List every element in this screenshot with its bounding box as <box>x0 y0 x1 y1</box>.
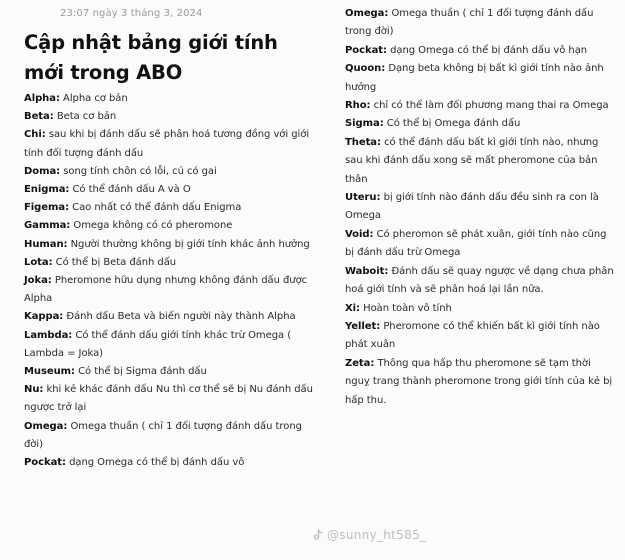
entry-enigma: Enigma: Có thể đánh dấu A và O <box>24 184 191 196</box>
entry-museum: Museum: Có thể bị Sigma đánh dấu <box>24 366 207 378</box>
entry-waboit: Waboit: Đánh dấu sẽ quay ngược về dạng chưa phân hoá giới tính và sẽ phân hoá lại lần nữa. <box>345 265 614 296</box>
entry-figema: Figema: Cao nhất có thể đánh dấu Enigma <box>24 202 242 214</box>
entry-xi: Xi: Hoàn toàn vô tính <box>345 302 452 314</box>
entry-yellet: Yellet: Pheromone có thể khiến bất kì giới tính nào phát xuân <box>345 320 600 351</box>
page-title: Cập nhật bảng giới tính mới trong ABO <box>24 31 278 84</box>
entry-doma: Doma: song tính chôn có lỗi, cú có gai <box>24 165 217 177</box>
entry-void: Void: Có pheromon sẽ phát xuân, giới tính nào cũng bị đánh dấu trừ Omega <box>345 228 607 259</box>
entry-pockat: Pockat: dạng Omega có thể bị đánh dấu vô hạn <box>345 44 588 56</box>
entry-omega: Omega: Omega thuần ( chỉ 1 đối tượng đánh dấu trong đời) <box>24 420 302 450</box>
entry-lota: Lota: Có thể bị Beta đánh dấu <box>24 256 177 268</box>
entry-uteru: Uteru: bị giới tính nào đánh dấu đều sinh ra con là Omega <box>345 192 599 222</box>
entry-gamma: Gamma: Omega không có có pheromone <box>24 220 233 232</box>
entry-kappa: Kappa: Đánh dấu Beta và biến người này thành Alpha <box>24 311 296 323</box>
entry-beta: Beta: Beta cơ bản <box>24 111 117 123</box>
entry-chi: Chi: sau khi bị đánh dấu sẽ phân hoá tương đồng với giới tính đối tượng đánh dấu <box>24 129 310 159</box>
tiktok-icon <box>312 529 324 541</box>
entry-omega: Omega: Omega thuần ( chỉ 1 đối tượng đánh dấu trong đời) <box>345 8 594 38</box>
entry-pockat: Pockat: dạng Omega có thể bị đánh dấu vô <box>24 457 245 469</box>
entry-theta: Theta: có thể đánh dấu bất kì giới tính nào, nhưng sau khi đánh dấu xong sẽ mất pheromone của bản thân <box>345 136 599 185</box>
entry-zeta: Zeta: Thông qua hấp thu pheromone sẽ tạm thời nguỵ trang thành pheromone trong giới tính của kẻ bị hấp thu. <box>345 357 613 406</box>
right-entry-list <box>345 5 617 410</box>
left-column <box>24 0 320 560</box>
entry-human: Human: Người thường không bị giới tính khác ảnh hưởng <box>24 238 310 250</box>
entry-quoon: Quoon: Dạng beta không bị bất kì giới tính nào ảnh hưởng <box>345 63 604 93</box>
entry-lambda: Lambda: Có thể đánh dấu giới tính khác trừ Omega ( Lambda = Joka) <box>24 329 292 359</box>
watermark: @sunny_ht585_ <box>312 528 426 542</box>
timestamp: 23:07 ngày 3 tháng 3, 2024 <box>60 8 203 19</box>
right-column <box>345 0 617 560</box>
entry-alpha: Alpha: Alpha cơ bản <box>24 93 128 104</box>
left-entry-list <box>24 90 320 472</box>
entry-joka: Joka: Pheromone hữu dụng nhưng không đánh dấu được Alpha <box>24 275 308 305</box>
entry-sigma: Sigma: Có thể bị Omega đánh dấu <box>345 118 521 130</box>
entry-nu: Nu: khi kẻ khác đánh dấu Nu thì cơ thể sẽ bị Nu đánh dấu ngược trở lại <box>24 384 313 414</box>
entry-rho: Rho: chỉ có thể làm đối phương mang thai ra Omega <box>345 100 609 112</box>
